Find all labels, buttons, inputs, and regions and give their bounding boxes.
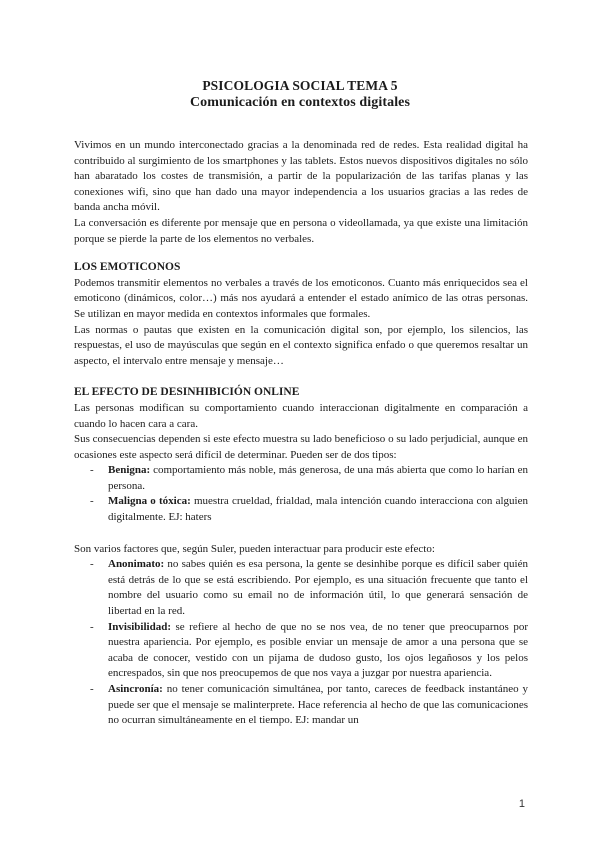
list-item-text: muestra crueldad, frialdad, mala intención cuando interacciona con alguien digitalmente. EJ: haters (108, 495, 528, 524)
desinhibicion-paragraph: Sus consecuencias dependen si este efecto muestra su lado beneficioso o su lado perjudicial, aunque en ocasiones este aspecto será difícil de determinar. Pueden ser de dos tipos: (74, 433, 528, 461)
document-body (74, 138, 528, 729)
list-item-text: no sabes quién es esa persona, la gente se desinhibe porque es difícil saber quién está detrás de lo que se está escribiendo. Por ejemplo, es una situación frecuente que tanto el nombre del usuario como su email no de información útil, lo que generará sensación de libertad en la red. (108, 558, 528, 618)
document-title: PSICOLOGIA SOCIAL TEMA 5 (202, 78, 398, 93)
section-heading-emoticonos: LOS EMOTICONOS (74, 261, 181, 274)
list-item (74, 494, 528, 525)
intro-paragraph: La conversación es diferente por mensaje que en persona o videollamada, ya que existe una limitación porque se pierde la parte de los elementos no verbales. (74, 216, 528, 245)
desinhibicion-paragraph: Las personas modifican su comportamiento cuando interaccionan digitalmente en comparación a cuando lo hacen cara a cara. (74, 401, 528, 430)
list-item-text: se refiere al hecho de que no se nos vea, de no tener que preocuparnos por nuestra apariencia. Por ejemplo, es posible enviar un mensaje de amor a una persona que se acaba de conocer, vestido con un pijama de dudoso gusto, los ojos legañosos y los pelos encrespados, sin que nos preocupemos de que nos vaya a juzgar por nuestra apariencia. (108, 620, 528, 680)
types-list (74, 463, 528, 525)
intro-paragraph: Vivimos en un mundo interconectado gracias a la denominada red de redes. Esta realidad digital ha contribuido al surgimiento de los smartphones y las tablets. Estos nuevos dispositivos digitales no sólo han abaratado los costes de transmisión, a partir de la popularización de las tarifas planas y las conexiones wifi, sino que han dado una mayor independencia a los usuarios gracias a las redes de banda ancha móvil. (74, 139, 528, 214)
document-subtitle: Comunicación en contextos digitales (189, 95, 411, 110)
list-item-term: Benigna: (108, 464, 151, 477)
section-heading-desinhibicion: EL EFECTO DE DESINHIBICIÓN ONLINE (74, 386, 300, 399)
list-item-text: no tener comunicación simultánea, por tanto, careces de feedback instantáneo y puede ser que el mensaje se malinterprete. Hace referencia al hecho de que las comunicaciones no ocurran simultáneamente en el tiempo. EJ: mandar un (108, 683, 528, 727)
list-item-text: comportamiento más noble, más generosa, de una más abierta que como lo harían en persona. (108, 464, 528, 492)
list-item (74, 557, 528, 619)
emoticonos-paragraph: Podemos transmitir elementos no verbales a través de los emoticonos. Cuanto más enriquecidos sea el emoticono (dinámicos, color…) más nos ayudará a entender el estado anímico de las otras personas. Se utilizan en mayor medida en contextos informales que formales. (74, 276, 528, 320)
list-item (74, 682, 528, 729)
list-item-term: Anonimato: (108, 558, 165, 571)
list-item-term: Invisibilidad: (108, 620, 171, 633)
list-item-term: Maligna o tóxica: (108, 495, 191, 508)
page-number: 1 (518, 798, 525, 810)
list-item (74, 620, 528, 682)
emoticonos-paragraph: Las normas o pautas que existen en la comunicación digital son, por ejemplo, los silencios, las respuestas, el uso de mayúsculas que según en el contexto significa enfado o que queremos resaltar un aspecto, el intervalo entre mensaje y mensaje… (74, 323, 528, 367)
list-item (74, 463, 528, 494)
list-item-term: Asincronía: (108, 683, 163, 695)
factors-list (74, 557, 528, 729)
factors-intro: Son varios factores que, según Suler, pueden interactuar para producir este efecto: (74, 542, 435, 555)
